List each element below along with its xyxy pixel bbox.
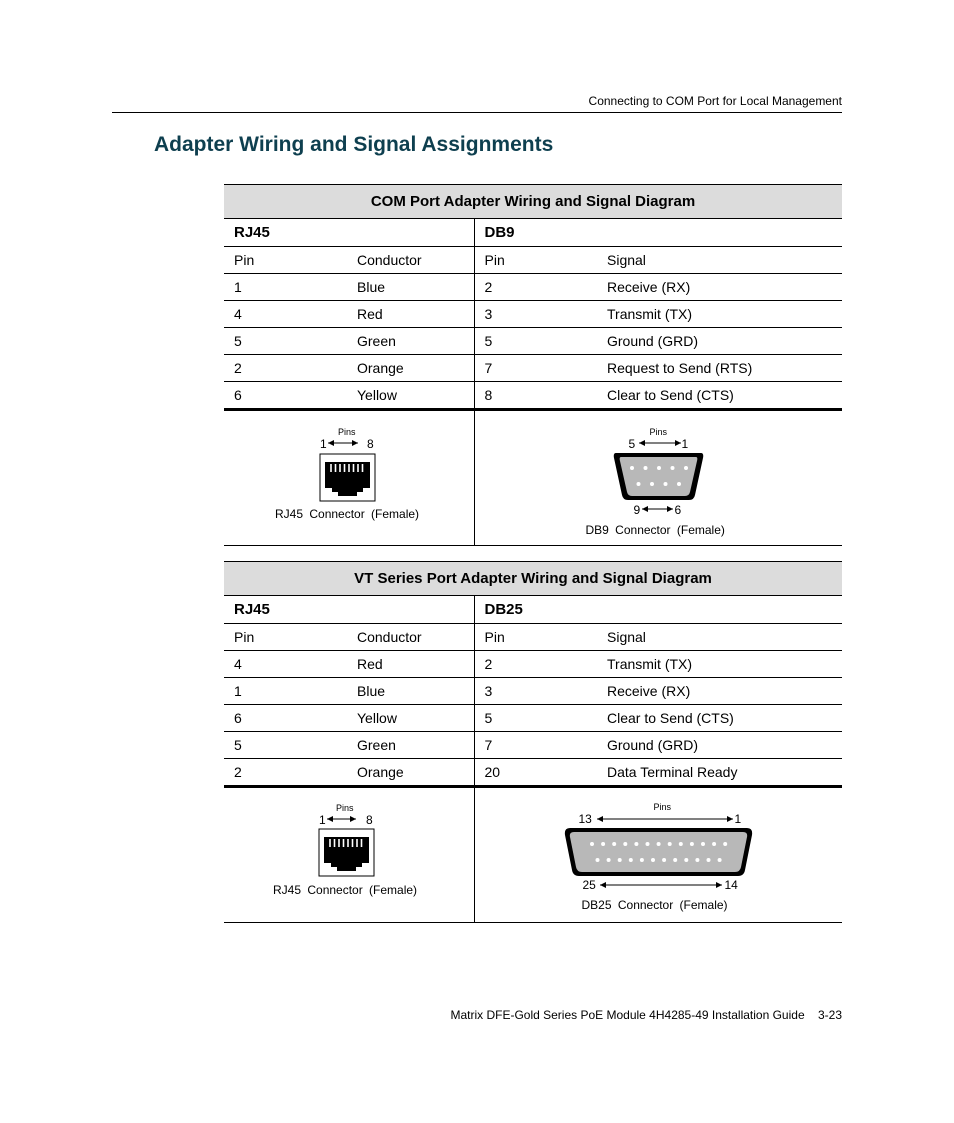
header-cell: Conductor — [347, 624, 474, 651]
db-pin: 3 — [474, 301, 597, 328]
pin-number-top-right: 1 — [734, 812, 742, 826]
db25-pin-hole — [590, 842, 594, 846]
table-caption: COM Port Adapter Wiring and Signal Diagram — [224, 185, 842, 219]
header-cell: Pin — [474, 624, 597, 651]
signal: Transmit (TX) — [597, 651, 842, 678]
db25-pin-hole — [651, 858, 655, 862]
table-row — [224, 759, 842, 787]
conductor: Blue — [347, 274, 474, 301]
page-title: Adapter Wiring and Signal Assignments — [154, 133, 554, 156]
db-pin: 3 — [474, 678, 597, 705]
db25-pin-hole — [695, 858, 699, 862]
group-rj45: RJ45 — [224, 596, 474, 624]
rj45-pin: 1 — [224, 678, 347, 705]
header-cell: Signal — [597, 624, 842, 651]
signal: Data Terminal Ready — [597, 759, 842, 787]
footer-title: Matrix DFE-Gold Series PoE Module 4H4285-49 Installation Guide — [450, 1008, 805, 1022]
db25-pin-hole — [606, 858, 610, 862]
pin-number-top-left: 13 — [578, 812, 592, 826]
table-row — [224, 382, 842, 410]
db25-pin-hole — [673, 858, 677, 862]
db25-figure-cell — [474, 787, 842, 923]
conductor: Blue — [347, 678, 474, 705]
conductor: Orange — [347, 759, 474, 787]
db25-pin-hole — [712, 842, 716, 846]
rj45-pin: 6 — [224, 382, 347, 410]
rj45-pin: 2 — [224, 759, 347, 787]
pin-number-left: 1 — [320, 437, 327, 451]
db25-pin-hole — [678, 842, 682, 846]
rj45-pin: 6 — [224, 705, 347, 732]
db25-pin-hole — [595, 858, 599, 862]
table-row — [224, 678, 842, 705]
pin-number-bottom-right: 14 — [724, 878, 738, 892]
header-cell: Conductor — [347, 247, 474, 274]
db25-pin-hole — [634, 842, 638, 846]
pins-label: Pins — [649, 427, 668, 437]
com-wiring-table — [224, 184, 842, 546]
pin-number-bottom-left: 25 — [582, 878, 596, 892]
pin-number-top-right: 1 — [681, 437, 689, 451]
header-rule — [112, 112, 842, 113]
db-pin: 5 — [474, 328, 597, 355]
db25-pin-hole — [662, 858, 666, 862]
db25-pin-hole — [701, 842, 705, 846]
conductor: Red — [347, 651, 474, 678]
signal: Clear to Send (CTS) — [597, 382, 842, 410]
signal: Ground (GRD) — [597, 328, 842, 355]
db25-pin-hole — [612, 842, 616, 846]
db25-pin-hole — [689, 842, 693, 846]
rj45-pin: 1 — [224, 274, 347, 301]
pin-number-left: 1 — [319, 813, 326, 827]
db25-pin-hole — [645, 842, 649, 846]
db-pin: 2 — [474, 274, 597, 301]
group-db25: DB25 — [474, 596, 842, 624]
signal: Transmit (TX) — [597, 301, 842, 328]
header-cell: Pin — [474, 247, 597, 274]
signal: Clear to Send (CTS) — [597, 705, 842, 732]
connector-caption: RJ45 Connector (Female) — [273, 883, 418, 897]
pin-number-bottom-right: 6 — [674, 503, 682, 517]
signal: Ground (GRD) — [597, 732, 842, 759]
table-caption: VT Series Port Adapter Wiring and Signal Diagram — [224, 562, 842, 596]
db-pin: 2 — [474, 651, 597, 678]
page-footer — [450, 1008, 842, 1022]
rj45-figure-cell — [224, 410, 474, 546]
db25-pin-hole — [601, 842, 605, 846]
db25-pin-hole — [617, 858, 621, 862]
table-row — [224, 705, 842, 732]
pin-number-top-left: 5 — [628, 437, 636, 451]
conductor: Yellow — [347, 382, 474, 410]
table-row — [224, 301, 842, 328]
db25-pin-hole — [723, 842, 727, 846]
signal: Receive (RX) — [597, 274, 842, 301]
signal: Request to Send (RTS) — [597, 355, 842, 382]
running-head: Connecting to COM Port for Local Management — [588, 94, 842, 108]
db-pin: 7 — [474, 355, 597, 382]
header-row — [224, 247, 842, 274]
conductor: Yellow — [347, 705, 474, 732]
group-db9: DB9 — [474, 219, 842, 247]
header-cell: Pin — [224, 624, 347, 651]
header-cell: Signal — [597, 247, 842, 274]
db-pin: 8 — [474, 382, 597, 410]
table-row — [224, 732, 842, 759]
pin-number-right: 8 — [367, 437, 374, 451]
pins-label: Pins — [653, 802, 672, 812]
table-row — [224, 355, 842, 382]
rj45-figure-cell — [224, 787, 474, 923]
connector-caption: DB25 Connector (Female) — [581, 898, 728, 912]
connector-caption: RJ45 Connector (Female) — [275, 507, 420, 521]
connector-caption: DB9 Connector (Female) — [585, 523, 725, 537]
db-pin: 20 — [474, 759, 597, 787]
pins-label: Pins — [338, 427, 356, 437]
table-row — [224, 328, 842, 355]
db25-pin-hole — [717, 858, 721, 862]
pin-number-bottom-left: 9 — [633, 503, 641, 517]
signal: Receive (RX) — [597, 678, 842, 705]
rj45-pin: 2 — [224, 355, 347, 382]
db-pin: 5 — [474, 705, 597, 732]
table-row — [224, 651, 842, 678]
pins-label: Pins — [336, 803, 354, 813]
conductor: Orange — [347, 355, 474, 382]
db25-pin-hole — [639, 858, 643, 862]
conductor: Red — [347, 301, 474, 328]
db25-pin-hole — [628, 858, 632, 862]
group-rj45: RJ45 — [224, 219, 474, 247]
vt-wiring-table — [224, 561, 842, 923]
rj45-pin: 5 — [224, 328, 347, 355]
db25-pin-hole — [684, 858, 688, 862]
page-number: 3-23 — [817, 1008, 842, 1022]
table-row — [224, 274, 842, 301]
db25-pin-hole — [706, 858, 710, 862]
db25-pin-hole — [623, 842, 627, 846]
conductor: Green — [347, 732, 474, 759]
header-row — [224, 624, 842, 651]
pin-number-right: 8 — [366, 813, 373, 827]
db-pin: 7 — [474, 732, 597, 759]
db9-figure-cell — [474, 410, 842, 546]
rj45-pin: 5 — [224, 732, 347, 759]
db25-pin-hole — [656, 842, 660, 846]
db25-pin-hole — [667, 842, 671, 846]
rj45-pin: 4 — [224, 301, 347, 328]
conductor: Green — [347, 328, 474, 355]
header-cell: Pin — [224, 247, 347, 274]
rj45-pin: 4 — [224, 651, 347, 678]
